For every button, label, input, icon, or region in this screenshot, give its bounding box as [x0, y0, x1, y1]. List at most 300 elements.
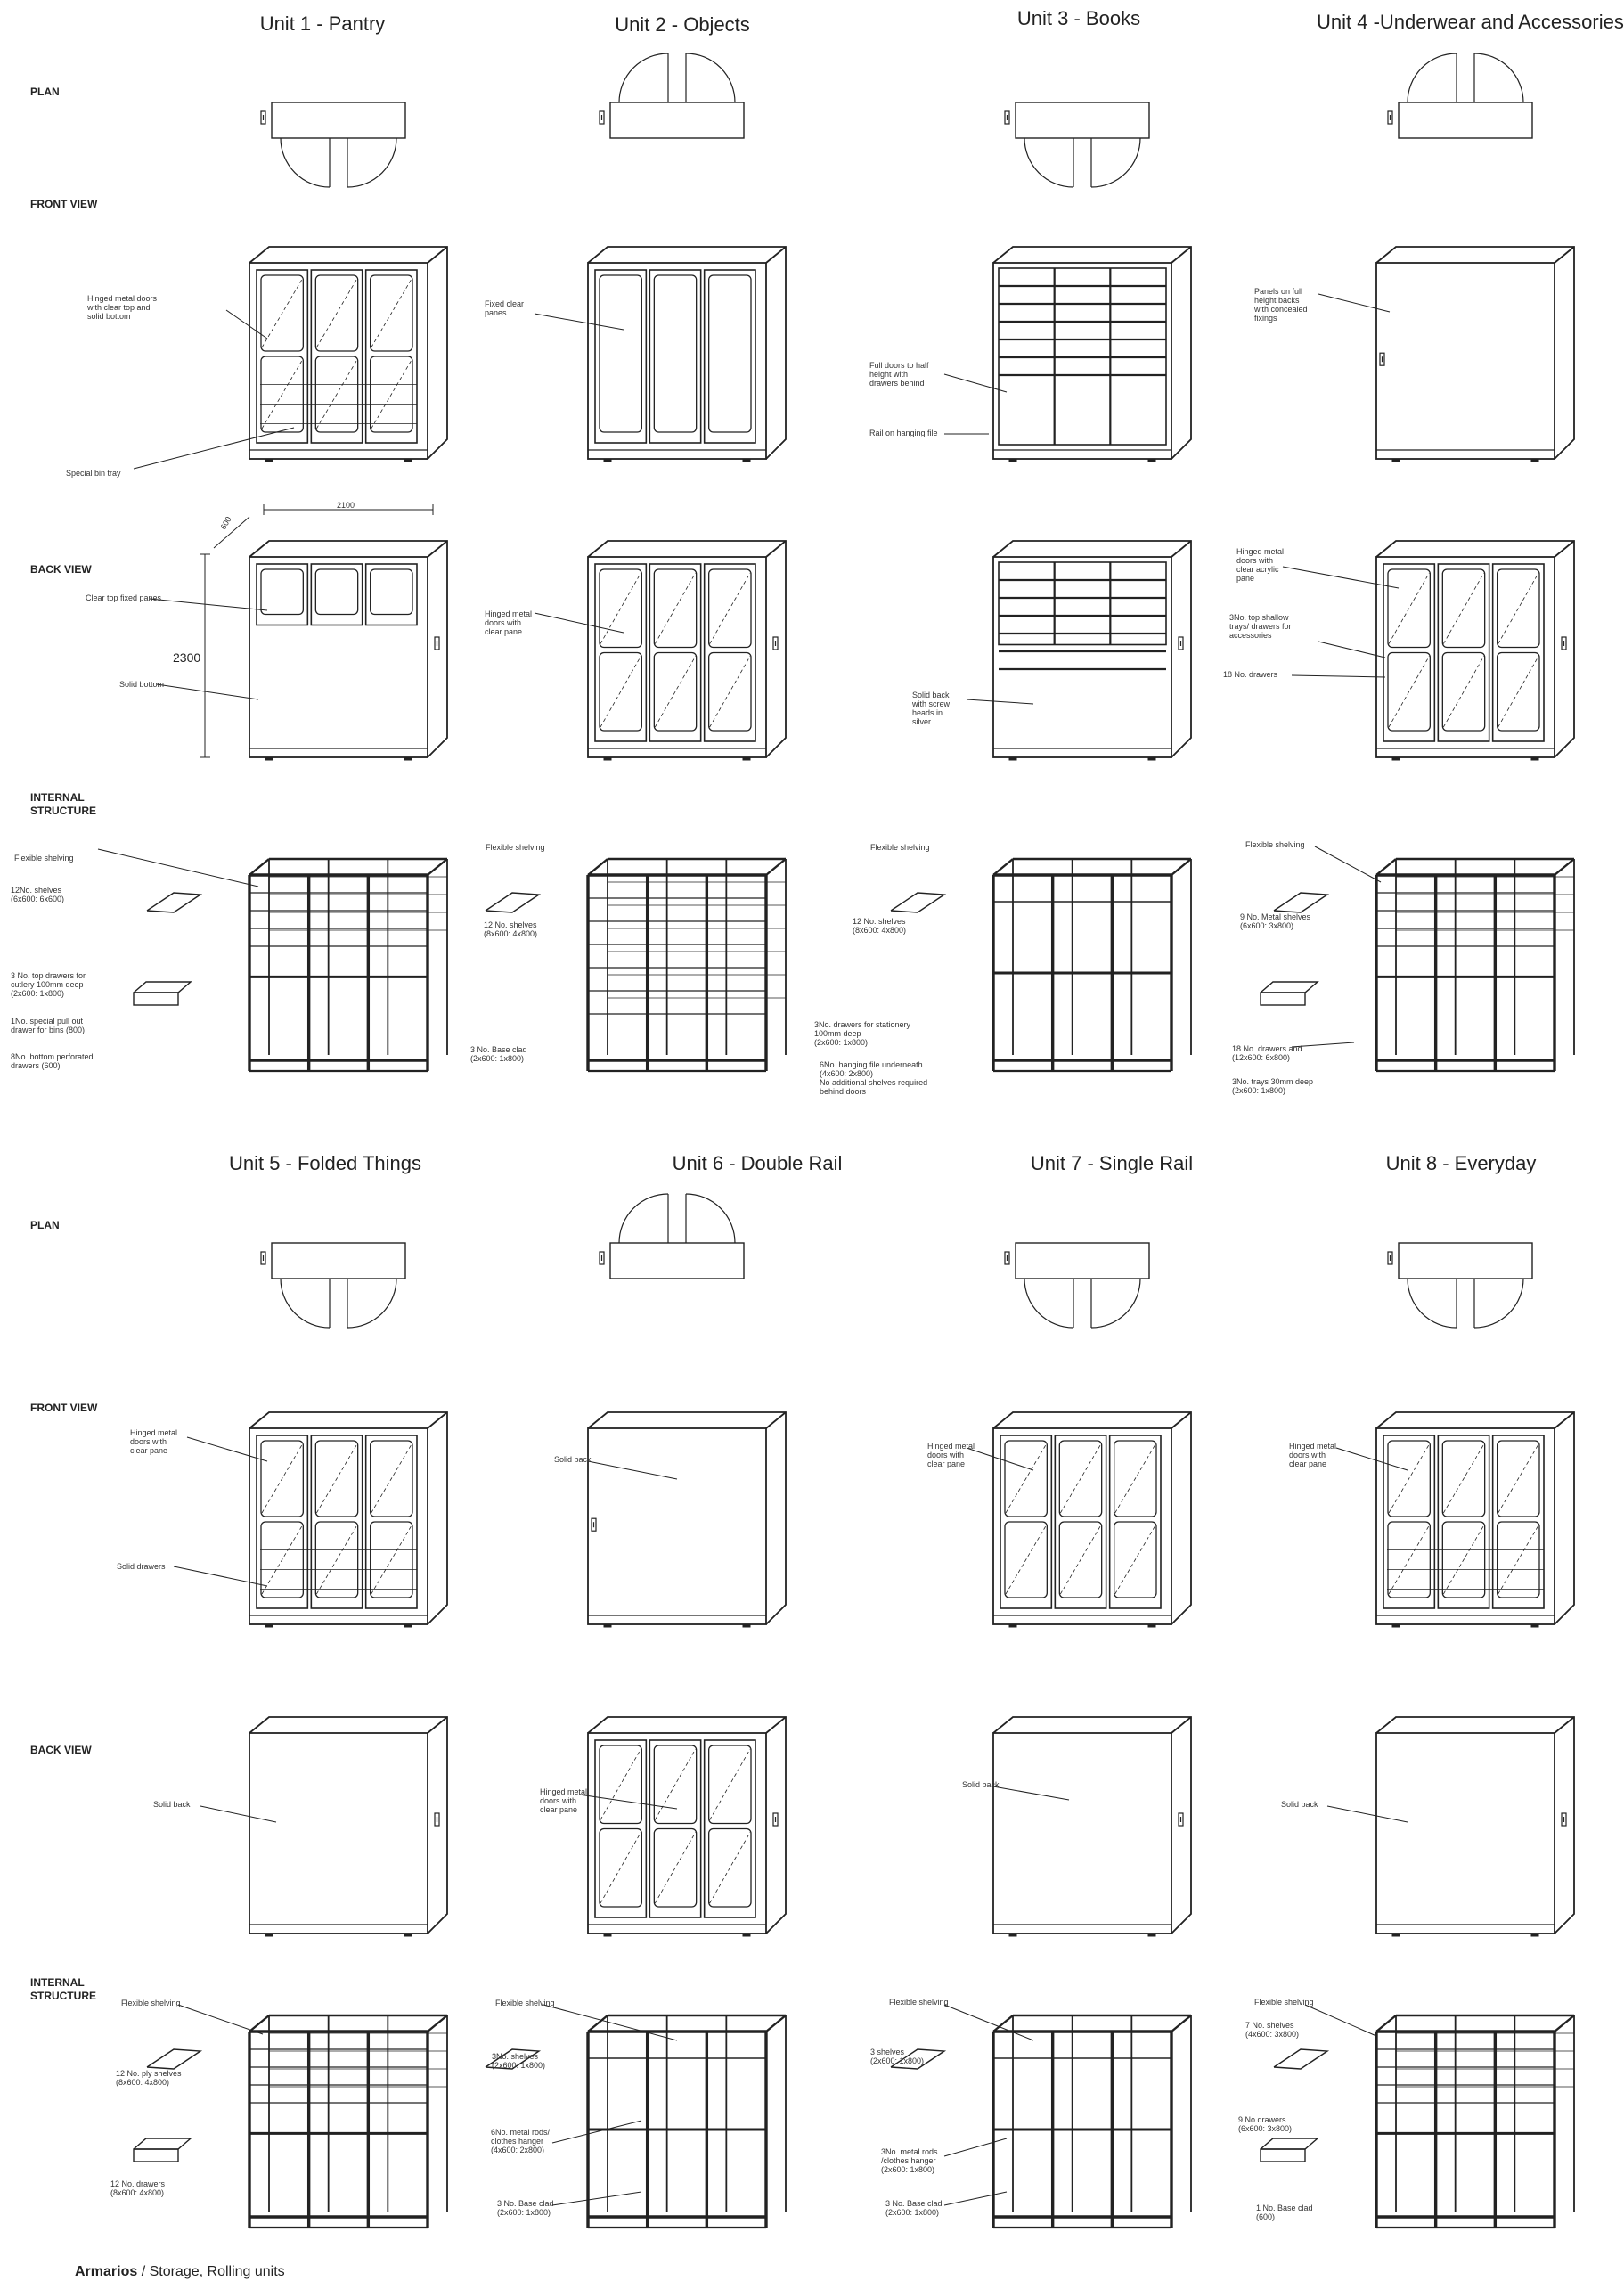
unit-1-drawings	[134, 102, 447, 1071]
door-swing	[281, 1279, 330, 1328]
plan-body	[1016, 1243, 1149, 1279]
width-dimension: 2100	[337, 501, 355, 510]
door-swing	[1474, 53, 1523, 102]
door-swing	[686, 53, 735, 102]
cabinet-foot	[265, 757, 273, 760]
door-swing	[619, 1194, 668, 1243]
cabinet-foot	[1009, 459, 1016, 462]
note-u4-int-drawers: 18 No. drawers and (12x600: 6x800)	[1232, 1044, 1302, 1062]
pane-hatch	[371, 1444, 412, 1513]
door-frame	[705, 270, 755, 443]
glass-pane	[261, 569, 303, 615]
pane-hatch	[1443, 573, 1483, 644]
internal-structure-label: INTERNAL STRUCTURE	[30, 1976, 96, 2002]
leader-line	[1327, 1806, 1408, 1822]
cabinet-front	[588, 263, 766, 459]
cabinet-edge	[1171, 1717, 1191, 1733]
leader-line	[944, 2138, 1007, 2156]
plan-body	[610, 1243, 744, 1279]
frame-edge	[588, 859, 608, 875]
cabinet-front	[993, 1733, 1171, 1934]
pane-hatch	[655, 657, 695, 728]
leader-line	[200, 1806, 276, 1822]
cabinet-front	[249, 263, 428, 459]
note-u6-int-shelving: Flexible shelving	[495, 1999, 555, 2007]
frame-edge	[428, 2015, 447, 2032]
unit-4-plan	[1388, 53, 1532, 138]
pane-hatch	[262, 360, 302, 429]
cabinet-foot	[265, 1934, 273, 1936]
front-view-label: FRONT VIEW	[30, 1402, 98, 1414]
note-u4-back-drawers: 18 No. drawers	[1223, 670, 1278, 679]
unit-5-back-view	[249, 1717, 447, 1936]
unit-1-plan	[261, 102, 405, 187]
note-u4-front: Panels on full height backs with concealed fixings	[1254, 287, 1308, 323]
cabinet-edge	[428, 541, 447, 557]
loose-drawer	[134, 2138, 191, 2149]
frame-edge	[428, 859, 447, 875]
cabinet-front	[1376, 1733, 1555, 1934]
leader-line	[1292, 675, 1385, 677]
plan-body	[272, 1243, 405, 1279]
cabinet-edge	[766, 1412, 786, 1428]
pane-hatch	[316, 1444, 356, 1513]
cabinet-foot	[404, 459, 412, 462]
unit-3-plan	[1005, 102, 1149, 187]
cabinet-foot	[1148, 757, 1155, 760]
door-swing	[1408, 1279, 1457, 1328]
cabinet-foot	[265, 1624, 273, 1627]
cabinet-foot	[1148, 459, 1155, 462]
door-swing	[619, 53, 668, 102]
loose-drawer-front	[1261, 2149, 1305, 2162]
unit-6-internal-structure	[486, 2015, 786, 2228]
cabinet-front	[249, 1428, 428, 1624]
door-swing	[347, 1279, 396, 1328]
note-u4-int-shelving: Flexible shelving	[1245, 840, 1305, 849]
cabinet-edge	[766, 541, 786, 557]
unit-7-drawings	[891, 1243, 1191, 2228]
door-swing	[1474, 1279, 1523, 1328]
cabinet-side	[1376, 1717, 1574, 1934]
note-u8-back: Solid back	[1281, 1800, 1318, 1809]
note-u4-int-trays: 3No. trays 30mm deep (2x600: 1x800)	[1232, 1077, 1314, 1095]
pane-hatch	[600, 1749, 641, 1820]
dimension-lines	[200, 504, 433, 757]
pane-hatch	[710, 573, 750, 644]
loose-drawer-front	[1261, 993, 1305, 1005]
plan-label: PLAN	[30, 1219, 60, 1231]
note-u1-int-pullout: 1No. special pull out drawer for bins (800)	[11, 1017, 86, 1034]
pane-hatch	[1389, 1525, 1429, 1594]
note-u6-back: Hinged metal doors with clear pane	[540, 1787, 588, 1814]
pane-hatch	[1389, 1444, 1429, 1513]
pane-hatch	[1389, 573, 1429, 644]
note-u1-back-bottom: Solid bottom	[119, 680, 165, 689]
leader-line	[1318, 294, 1390, 312]
note-u1-front-bin: Special bin tray	[66, 469, 121, 478]
cabinet-side	[249, 1717, 447, 1934]
unit-3-back-view	[993, 541, 1191, 760]
pane-hatch	[1060, 1525, 1100, 1594]
frame-edge	[993, 2015, 1013, 2032]
unit-6-front-view	[588, 1412, 786, 1627]
cabinet-foot	[743, 757, 750, 760]
front-view-label: FRONT VIEW	[30, 198, 98, 210]
note-u5-int-shelves: 12 No. ply shelves (8x600: 4x800)	[116, 2069, 182, 2087]
leader-line	[535, 314, 624, 330]
unit-2-drawings	[486, 53, 786, 1071]
note-u2-front: Fixed clear panes	[485, 299, 525, 317]
cabinet-foot	[1531, 1934, 1538, 1936]
note-u7-front: Hinged metal doors with clear pane	[927, 1442, 975, 1468]
pane-hatch	[1006, 1444, 1046, 1513]
loose-drawer-front	[134, 2149, 178, 2162]
cabinet-foot	[1009, 757, 1016, 760]
pane-hatch	[600, 657, 641, 728]
glass-pane	[371, 569, 412, 615]
cabinet-side	[993, 541, 1191, 757]
cabinet-foot	[604, 459, 611, 462]
unit-5-plan	[261, 1243, 405, 1328]
unit-4-front-view	[1376, 247, 1574, 462]
cabinet-front	[588, 557, 766, 757]
note-u4-int-shelves: 9 No. Metal shelves (6x600: 3x800)	[1240, 912, 1311, 930]
cabinet-foot	[404, 1934, 412, 1936]
unit-3-title: Unit 3 - Books	[1016, 7, 1141, 29]
door-swing	[281, 138, 330, 187]
note-u7-int-base: 3 No. Base clad (2x600: 1x800)	[885, 2199, 943, 2217]
note-u3-int-hanging: 6No. hanging file underneath (4x600: 2x800) No additional shelves required behind doors	[820, 1060, 928, 1096]
cabinet-edge	[1555, 541, 1574, 557]
glass-pane	[654, 275, 696, 432]
cabinet-foot	[1009, 1624, 1016, 1627]
cabinet-foot	[1148, 1624, 1155, 1627]
unit-7-front-view	[993, 1412, 1191, 1627]
loose-drawer	[1261, 982, 1318, 993]
pane-hatch	[655, 1749, 695, 1820]
note-u5-front-doors: Hinged metal doors with clear pane	[130, 1428, 178, 1455]
cabinet-front	[993, 1428, 1171, 1624]
frame-edge	[766, 859, 786, 875]
cabinet-edge	[1171, 247, 1191, 263]
note-u5-front-drawers: Solid drawers	[117, 1562, 166, 1571]
unit-1-front-view	[249, 247, 447, 462]
cabinet-edge	[1555, 1412, 1574, 1428]
cabinet-foot	[1392, 757, 1400, 760]
frame-edge	[1555, 2015, 1574, 2032]
unit-8-plan	[1388, 1243, 1532, 1328]
pane-hatch	[710, 1749, 750, 1820]
cabinet-side	[588, 1412, 786, 1624]
leader-line	[1283, 567, 1399, 588]
note-u1-front-doors: Hinged metal doors with clear top and solid bottom	[87, 294, 158, 321]
pane-hatch	[371, 360, 412, 429]
note-u3-int-shelves: 12 No. shelves (8x600: 4x800)	[853, 917, 907, 935]
leader-line	[552, 2192, 641, 2205]
note-u2-int-shelving: Flexible shelving	[486, 843, 545, 852]
unit-3-internal-structure	[891, 859, 1191, 1071]
unit-7-internal-structure	[891, 2015, 1191, 2228]
cabinet-front	[993, 557, 1171, 757]
unit-3-drawings	[891, 102, 1191, 1071]
cabinet-foot	[265, 459, 273, 462]
note-u3-back: Solid back with screw heads in silver	[912, 691, 951, 726]
pane-hatch	[262, 279, 302, 347]
unit-4-back-view	[1376, 541, 1574, 760]
note-u1-back-panes: Clear top fixed panes	[86, 593, 162, 602]
pane-hatch	[1115, 1444, 1155, 1513]
door-frame	[311, 564, 362, 625]
unit-8-back-view	[1376, 1717, 1574, 1936]
cabinet-edge	[428, 1412, 447, 1428]
cabinet-front	[1376, 557, 1555, 757]
plan-body	[1399, 102, 1532, 138]
pane-hatch	[1498, 573, 1538, 644]
note-u1-int-top: 3 No. top drawers for cutlery 100mm deep (2x600: 1x800)	[11, 971, 86, 998]
cabinet-foot	[404, 1624, 412, 1627]
shelf-frame	[999, 562, 1166, 645]
caption-title: Armarios	[75, 2264, 138, 2279]
note-u6-int-shelves: 3No. shelves (2x600: 1x800)	[492, 2052, 546, 2070]
note-u1-int-shelves: 12No. shelves (6x600: 6x600)	[11, 886, 65, 903]
pane-hatch	[655, 573, 695, 644]
pane-hatch	[710, 657, 750, 728]
unit-8-front-view	[1376, 1412, 1574, 1627]
loose-shelf	[1274, 2049, 1327, 2069]
unit-8-drawings	[1261, 1243, 1574, 2228]
unit-2-internal-structure	[486, 859, 786, 1071]
note-u8-int-base: 1 No. Base clad (600)	[1256, 2203, 1313, 2221]
leader-line	[967, 699, 1033, 704]
pane-hatch	[316, 279, 356, 347]
cabinet-side	[993, 1717, 1191, 1934]
unit-2-plan	[600, 53, 744, 138]
note-u3-int-drawers: 3No. drawers for stationery 100mm deep (2x600: 1x800)	[814, 1020, 911, 1047]
plan-body	[272, 102, 405, 138]
cabinet-foot	[1531, 757, 1538, 760]
unit-8-title: Unit 8 - Everyday	[1385, 1152, 1537, 1174]
leader-line	[187, 1437, 267, 1461]
leader-line	[98, 849, 258, 887]
note-u3-int-shelving: Flexible shelving	[870, 843, 930, 852]
cabinet-front	[993, 263, 1171, 459]
annotation-leaders	[98, 294, 1408, 2205]
unit-1-back-view	[249, 541, 447, 760]
plan-body	[1016, 102, 1149, 138]
cabinet-front	[588, 1733, 766, 1934]
leader-line	[1315, 846, 1381, 882]
unit-6-back-view	[588, 1717, 786, 1936]
unit-6-title: Unit 6 - Double Rail	[672, 1152, 843, 1174]
note-u5-back: Solid back	[153, 1800, 191, 1809]
loose-drawer	[1261, 2138, 1318, 2149]
unit-2-front-view	[588, 247, 786, 462]
leader-line	[1318, 642, 1385, 658]
cabinet-foot	[1392, 1934, 1400, 1936]
leader-line	[579, 1795, 677, 1809]
cabinet-edge	[428, 1717, 447, 1733]
unit-6-plan	[600, 1194, 744, 1279]
cabinet-foot	[1531, 459, 1538, 462]
cabinet-foot	[404, 757, 412, 760]
frame-edge	[1376, 859, 1396, 875]
unit-5-front-view	[249, 1412, 447, 1627]
cabinet-edge	[428, 247, 447, 263]
unit-1-internal-structure	[134, 859, 447, 1071]
pane-hatch	[1443, 1525, 1483, 1594]
depth-dimension: 600	[218, 514, 233, 532]
note-u4-back-trays: 3No. top shallow trays/ drawers for accessories	[1229, 613, 1292, 640]
door-frame	[595, 270, 646, 443]
frame-edge	[1376, 2015, 1396, 2032]
leader-line	[552, 2121, 641, 2143]
door-swing	[686, 1194, 735, 1243]
glass-pane	[709, 275, 751, 432]
cabinet-foot	[1392, 459, 1400, 462]
leader-line	[944, 2005, 1033, 2040]
note-u6-int-base: 3 No. Base clad (2x600: 1x800)	[497, 2199, 554, 2217]
loose-drawer-front	[134, 993, 178, 1005]
note-u5-int-shelving: Flexible shelving	[121, 1999, 181, 2007]
pane-hatch	[371, 279, 412, 347]
loose-drawer	[134, 982, 191, 993]
leader-line	[944, 2192, 1007, 2205]
note-u7-int-rods: 3No. metal rods /clothes hanger (2x600: 1x800)	[881, 2147, 938, 2174]
unit-7-plan	[1005, 1243, 1149, 1328]
pane-hatch	[1060, 1444, 1100, 1513]
plan-body	[1399, 1243, 1532, 1279]
loose-shelf	[486, 893, 539, 912]
cabinet-foot	[743, 459, 750, 462]
pane-hatch	[1443, 657, 1483, 728]
pane-hatch	[262, 1525, 302, 1594]
glass-pane	[315, 569, 357, 615]
unit-8-internal-structure	[1261, 2015, 1574, 2228]
loose-shelf	[147, 2049, 200, 2069]
cabinet-front	[588, 1428, 766, 1624]
cabinet-foot	[604, 1624, 611, 1627]
door-swing	[347, 138, 396, 187]
note-u8-int-shelving: Flexible shelving	[1254, 1998, 1314, 2007]
unit-4-internal-structure	[1261, 859, 1574, 1071]
pane-hatch	[710, 1833, 750, 1904]
door-swing	[1024, 138, 1073, 187]
note-u7-int-shelving: Flexible shelving	[889, 1998, 949, 2007]
leader-line	[178, 2005, 263, 2034]
height-dimension: 2300	[173, 650, 201, 665]
leader-line	[588, 1461, 677, 1479]
loose-shelf	[891, 893, 944, 912]
note-u8-int-shelves: 7 No. shelves (4x600: 3x800)	[1245, 2021, 1300, 2039]
leader-line	[134, 428, 294, 469]
loose-shelf	[1274, 893, 1327, 912]
pane-hatch	[1498, 1444, 1538, 1513]
pane-hatch	[1498, 1525, 1538, 1594]
cabinet-foot	[743, 1934, 750, 1936]
door-swing	[1091, 1279, 1140, 1328]
leader-line	[535, 613, 624, 633]
unit-7-title: Unit 7 - Single Rail	[1030, 1152, 1194, 1174]
note-u1-int-bottom: 8No. bottom perforated drawers (600)	[11, 1052, 94, 1070]
cabinet-edge	[1171, 1412, 1191, 1428]
note-u2-int-shelves: 12 No. shelves (8x600: 4x800)	[484, 920, 538, 938]
cabinet-edge	[1171, 541, 1191, 557]
leader-line	[1305, 2005, 1376, 2036]
cabinet-side	[1376, 247, 1574, 459]
pane-hatch	[600, 1833, 641, 1904]
frame-edge	[993, 859, 1013, 875]
cabinet-front	[1376, 1428, 1555, 1624]
unit-1-title: Unit 1 - Pantry	[259, 12, 386, 35]
door-swing	[1024, 1279, 1073, 1328]
note-u3-front-rail: Rail on hanging file	[869, 429, 938, 437]
cabinet-front	[249, 1733, 428, 1934]
note-u8-int-drawers: 9 No.drawers (6x600: 3x800)	[1238, 2115, 1293, 2133]
cabinet-edge	[766, 247, 786, 263]
note-u7-back: Solid back	[962, 1780, 1000, 1789]
cabinet-foot	[604, 1934, 611, 1936]
cabinet-foot	[1009, 1934, 1016, 1936]
unit-3-front-view	[993, 247, 1191, 462]
unit-6-drawings	[486, 1194, 786, 2228]
note-u2-back: Hinged metal doors with clear pane	[485, 609, 533, 636]
frame-edge	[766, 2015, 786, 2032]
note-u6-front: Solid back	[554, 1455, 592, 1464]
plan-body	[610, 102, 744, 138]
note-u5-int-drawers: 12 No. drawers (8x600: 4x800)	[110, 2179, 166, 2197]
unit-2-title: Unit 2 - Objects	[615, 13, 750, 36]
cabinet-foot	[1392, 1624, 1400, 1627]
frame-edge	[249, 2015, 269, 2032]
cabinet-edge	[1555, 1717, 1574, 1733]
pane-hatch	[1498, 657, 1538, 728]
unit-2-back-view	[588, 541, 786, 760]
cabinet-front	[249, 557, 428, 757]
cabinet-foot	[1531, 1624, 1538, 1627]
cabinet-edge	[766, 1717, 786, 1733]
cabinet-foot	[1148, 1934, 1155, 1936]
pane-hatch	[600, 573, 641, 644]
pane-hatch	[371, 1525, 412, 1594]
back-view-label: BACK VIEW	[30, 1744, 92, 1756]
leader-line	[944, 374, 1007, 392]
unit-7-back-view	[993, 1717, 1191, 1936]
frame-edge	[1555, 859, 1574, 875]
note-u6-int-rods: 6No. metal rods/ clothes hanger (4x600: 2x800)	[491, 2128, 551, 2154]
page-caption	[75, 2264, 285, 2280]
pane-hatch	[262, 1444, 302, 1513]
unit-4-title: Unit 4 -Underwear and Accessories	[1317, 11, 1624, 33]
frame-edge	[1171, 859, 1191, 875]
door-swing	[1091, 138, 1140, 187]
note-u3-front-doors: Full doors to half height with drawers behind	[869, 361, 929, 388]
unit-5-internal-structure	[134, 2015, 447, 2228]
internal-structure-label: INTERNAL STRUCTURE	[30, 791, 96, 817]
pane-hatch	[316, 360, 356, 429]
leader-line	[993, 1786, 1069, 1800]
frame-edge	[1171, 2015, 1191, 2032]
note-u2-int-base: 3 No. Base clad (2x600: 1x800)	[470, 1045, 527, 1063]
caption-subtitle: / Storage, Rolling units	[137, 2264, 285, 2279]
note-u8-front: Hinged metal doors with clear pane	[1289, 1442, 1337, 1468]
pane-hatch	[655, 1833, 695, 1904]
cabinet-edge	[1555, 247, 1574, 263]
pane-hatch	[1389, 657, 1429, 728]
door-frame	[366, 564, 417, 625]
cabinet-foot	[743, 1624, 750, 1627]
cabinet-front	[1376, 263, 1555, 459]
